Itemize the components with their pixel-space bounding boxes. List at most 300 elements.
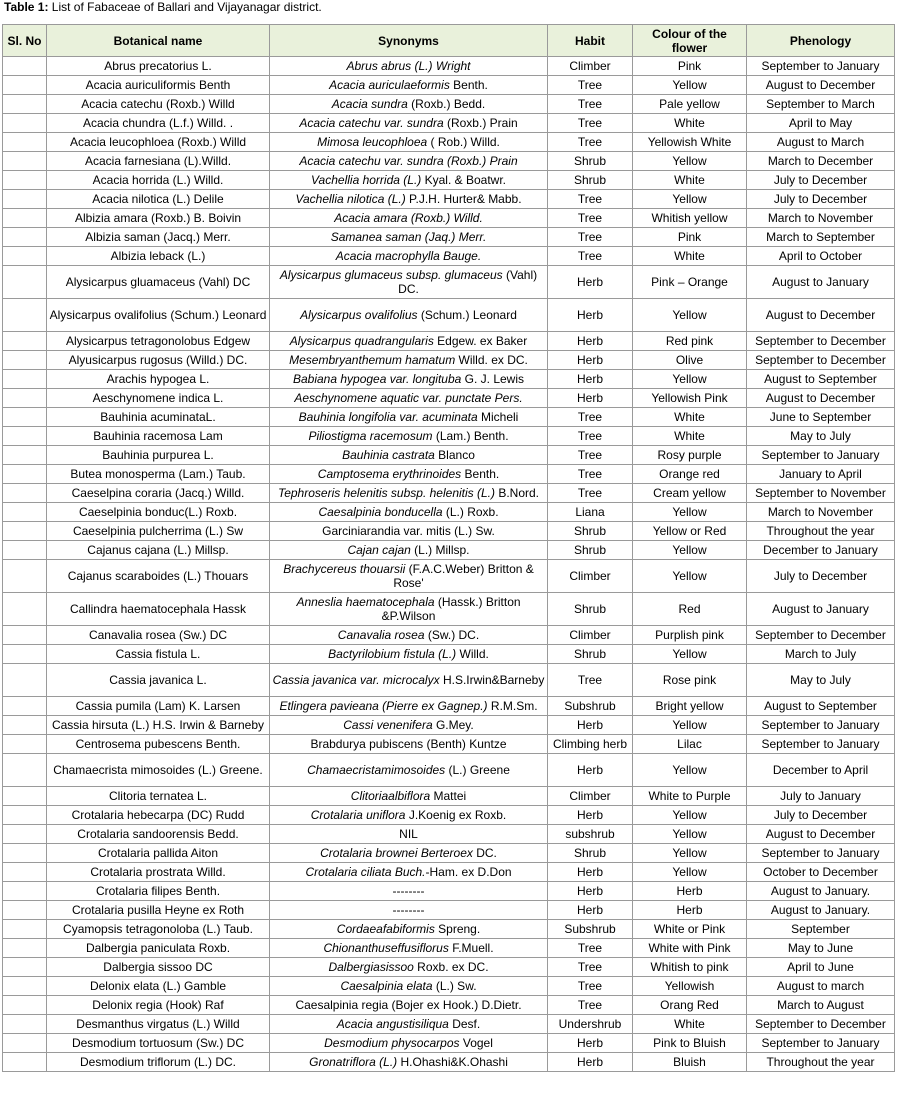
caption-label: Table 1:: [4, 0, 49, 14]
cell-sl-no: [3, 787, 47, 806]
synonym-author-part: (Sw.) DC.: [424, 628, 480, 642]
cell-phenology: March to November: [747, 209, 895, 228]
cell-flower-colour: Bright yellow: [633, 697, 747, 716]
cell-sl-no: [3, 977, 47, 996]
cell-synonym: [270, 697, 548, 716]
cell-synonym: [270, 446, 548, 465]
cell-habit: Herb: [548, 882, 633, 901]
cell-synonym: [270, 57, 548, 76]
table-row: [3, 920, 895, 939]
cell-habit: Shrub: [548, 152, 633, 171]
cell-flower-colour: Pink: [633, 228, 747, 247]
cell-botanical-name: Cajanus scaraboides (L.) Thouars: [47, 560, 270, 593]
table-row: [3, 735, 895, 754]
table-row: [3, 541, 895, 560]
cell-botanical-name: Cassia fistula L.: [47, 645, 270, 664]
cell-flower-colour: Pink – Orange: [633, 266, 747, 299]
cell-synonym: [270, 626, 548, 645]
cell-phenology: September to January: [747, 716, 895, 735]
synonym-author-part: (Lam.) Benth.: [432, 429, 509, 443]
cell-flower-colour: Cream yellow: [633, 484, 747, 503]
cell-sl-no: [3, 806, 47, 825]
cell-sl-no: [3, 247, 47, 266]
cell-phenology: September to December: [747, 332, 895, 351]
cell-botanical-name: Desmanthus virgatus (L.) Willd: [47, 1015, 270, 1034]
cell-habit: Herb: [548, 806, 633, 825]
cell-sl-no: [3, 645, 47, 664]
table-row: [3, 370, 895, 389]
caption-text: List of Fabaceae of Ballari and Vijayanagar district.: [48, 0, 322, 14]
cell-habit: Herb: [548, 389, 633, 408]
table-row: [3, 626, 895, 645]
cell-synonym: [270, 190, 548, 209]
cell-flower-colour: Yellow: [633, 560, 747, 593]
cell-flower-colour: White: [633, 114, 747, 133]
cell-sl-no: [3, 626, 47, 645]
synonym-italic-part: Cordaeafabiformis: [336, 922, 435, 936]
cell-flower-colour: Yellow: [633, 844, 747, 863]
synonym-italic-part: Acacia catechu var. sundra: [299, 116, 444, 130]
cell-habit: Climber: [548, 626, 633, 645]
cell-synonym: [270, 133, 548, 152]
cell-botanical-name: Abrus precatorius L.: [47, 57, 270, 76]
cell-sl-no: [3, 446, 47, 465]
cell-flower-colour: Rosy purple: [633, 446, 747, 465]
cell-botanical-name: Albizia amara (Roxb.) B. Boivin: [47, 209, 270, 228]
table-row: [3, 1034, 895, 1053]
cell-botanical-name: Canavalia rosea (Sw.) DC: [47, 626, 270, 645]
cell-flower-colour: Herb: [633, 882, 747, 901]
synonym-italic-part: Alysicarpus ovalifolius: [300, 308, 418, 322]
cell-sl-no: [3, 57, 47, 76]
table-row: [3, 133, 895, 152]
cell-habit: Tree: [548, 209, 633, 228]
cell-sl-no: [3, 228, 47, 247]
cell-phenology: August to January: [747, 266, 895, 299]
cell-botanical-name: Cyamopsis tetragonoloba (L.) Taub.: [47, 920, 270, 939]
synonym-italic-part: Acacia angustisiliqua: [336, 1017, 449, 1031]
cell-synonym: [270, 1034, 548, 1053]
cell-synonym: [270, 645, 548, 664]
header-flower-colour: Colour of the flower: [633, 25, 747, 57]
cell-botanical-name: Acacia auriculiformis Benth: [47, 76, 270, 95]
table-row: [3, 645, 895, 664]
cell-synonym: [270, 541, 548, 560]
synonym-author-part: Mattei: [430, 789, 467, 803]
table-row: [3, 465, 895, 484]
cell-habit: Liana: [548, 503, 633, 522]
cell-sl-no: [3, 697, 47, 716]
synonym-italic-part: Vachellia horrida (L.): [311, 173, 422, 187]
synonym-italic-part: Camptosema erythrinoides: [317, 467, 462, 481]
cell-botanical-name: Acacia nilotica (L.) Delile: [47, 190, 270, 209]
cell-botanical-name: Cassia pumila (Lam) K. Larsen: [47, 697, 270, 716]
cell-habit: Tree: [548, 114, 633, 133]
table-row: [3, 863, 895, 882]
synonym-author-part: (Vahl) DC.: [398, 268, 538, 296]
cell-botanical-name: Butea monosperma (Lam.) Taub.: [47, 465, 270, 484]
table-row: [3, 503, 895, 522]
synonym-italic-part: Samanea saman (Jaq.) Merr.: [330, 230, 487, 244]
synonym-italic-part: Babiana hypogea var. longituba: [292, 372, 462, 386]
table-row: [3, 901, 895, 920]
cell-phenology: September to December: [747, 351, 895, 370]
synonym-author-part: -Ham. ex D.Don: [425, 865, 512, 879]
table-row: [3, 389, 895, 408]
cell-habit: Climber: [548, 560, 633, 593]
cell-sl-no: [3, 370, 47, 389]
cell-phenology: August to January.: [747, 901, 895, 920]
cell-synonym: [270, 844, 548, 863]
cell-habit: Climbing herb: [548, 735, 633, 754]
cell-sl-no: [3, 427, 47, 446]
synonym-italic-part: Desmodium physocarpos: [324, 1036, 460, 1050]
synonym-italic-part: Caesalpinia elata: [340, 979, 433, 993]
cell-botanical-name: Arachis hypogea L.: [47, 370, 270, 389]
synonym-author-part: Kyal. & Boatwr.: [421, 173, 506, 187]
cell-habit: Tree: [548, 664, 633, 697]
cell-synonym: [270, 503, 548, 522]
cell-synonym: [270, 209, 548, 228]
cell-phenology: July to December: [747, 560, 895, 593]
cell-sl-no: [3, 901, 47, 920]
cell-flower-colour: Yellow or Red: [633, 522, 747, 541]
cell-synonym: [270, 593, 548, 626]
cell-habit: Tree: [548, 228, 633, 247]
cell-habit: Shrub: [548, 593, 633, 626]
cell-flower-colour: Yellow: [633, 541, 747, 560]
cell-phenology: August to September: [747, 370, 895, 389]
cell-sl-no: [3, 560, 47, 593]
cell-synonym: [270, 408, 548, 427]
cell-phenology: August to December: [747, 76, 895, 95]
synonym-author-part: P.J.H. Hurter& Mabb.: [405, 192, 522, 206]
synonym-author-part: (L.) Millsp.: [410, 543, 470, 557]
cell-synonym: [270, 1015, 548, 1034]
synonym-italic-part: Chamaecristamimosoides: [307, 763, 446, 777]
cell-sl-no: [3, 95, 47, 114]
cell-flower-colour: Yellow: [633, 190, 747, 209]
cell-botanical-name: Caeselpinia bonduc(L.) Roxb.: [47, 503, 270, 522]
cell-sl-no: [3, 996, 47, 1015]
cell-phenology: July to December: [747, 171, 895, 190]
cell-sl-no: [3, 863, 47, 882]
cell-habit: Shrub: [548, 541, 633, 560]
cell-habit: Herb: [548, 1053, 633, 1072]
synonym-author-part: Blanco: [434, 448, 475, 462]
cell-habit: Tree: [548, 95, 633, 114]
cell-phenology: June to September: [747, 408, 895, 427]
cell-botanical-name: Bauhinia acuminataL.: [47, 408, 270, 427]
synonym-italic-part: Acacia amara (Roxb.) Willd.: [334, 211, 483, 225]
cell-botanical-name: Dalbergia sissoo DC: [47, 958, 270, 977]
cell-phenology: April to October: [747, 247, 895, 266]
cell-habit: Tree: [548, 427, 633, 446]
cell-habit: Herb: [548, 299, 633, 332]
cell-synonym: [270, 754, 548, 787]
synonym-italic-part: Chionanthuseffusiflorus: [323, 941, 449, 955]
table-row: [3, 560, 895, 593]
table-body: [3, 57, 895, 1072]
cell-phenology: September to December: [747, 1015, 895, 1034]
cell-sl-no: [3, 664, 47, 697]
cell-sl-no: [3, 503, 47, 522]
synonym-italic-part: Aeschynomene aquatic var. punctate Pers.: [294, 391, 523, 405]
synonym-italic-part: Piliostigma racemosum: [308, 429, 433, 443]
synonym-author-part: NIL: [399, 827, 418, 841]
cell-synonym: [270, 882, 548, 901]
cell-phenology: December to January: [747, 541, 895, 560]
cell-synonym: [270, 95, 548, 114]
cell-synonym: [270, 351, 548, 370]
cell-habit: Herb: [548, 351, 633, 370]
cell-flower-colour: White or Pink: [633, 920, 747, 939]
cell-flower-colour: Purplish pink: [633, 626, 747, 645]
table-row: [3, 593, 895, 626]
fabaceae-table: [2, 24, 895, 1072]
cell-phenology: August to March: [747, 133, 895, 152]
cell-botanical-name: Acacia farnesiana (L).Willd.: [47, 152, 270, 171]
synonym-author-part: (L.) Greene: [445, 763, 510, 777]
cell-synonym: [270, 863, 548, 882]
cell-habit: Herb: [548, 332, 633, 351]
cell-flower-colour: Pink to Bluish: [633, 1034, 747, 1053]
cell-sl-no: [3, 299, 47, 332]
cell-flower-colour: Whitish to pink: [633, 958, 747, 977]
synonym-italic-part: Crotalaria uniflora: [310, 808, 406, 822]
synonym-italic-part: Acacia macrophylla Bauge.: [335, 249, 482, 263]
cell-flower-colour: Pale yellow: [633, 95, 747, 114]
table-row: [3, 522, 895, 541]
synonym-italic-part: Acacia catechu var. sundra (Roxb.) Prain: [299, 154, 518, 168]
synonym-italic-part: Bauhinia castrata: [342, 448, 435, 462]
cell-botanical-name: Crotalaria pallida Aiton: [47, 844, 270, 863]
cell-sl-no: [3, 825, 47, 844]
cell-synonym: [270, 266, 548, 299]
cell-habit: Herb: [548, 901, 633, 920]
cell-habit: Climber: [548, 57, 633, 76]
table-row: [3, 484, 895, 503]
cell-botanical-name: Albizia saman (Jacq.) Merr.: [47, 228, 270, 247]
cell-synonym: [270, 1053, 548, 1072]
cell-sl-no: [3, 1034, 47, 1053]
table-row: [3, 977, 895, 996]
cell-flower-colour: Orang Red: [633, 996, 747, 1015]
cell-flower-colour: Whitish yellow: [633, 209, 747, 228]
cell-phenology: September: [747, 920, 895, 939]
cell-sl-no: [3, 716, 47, 735]
cell-phenology: July to January: [747, 787, 895, 806]
cell-sl-no: [3, 1015, 47, 1034]
cell-sl-no: [3, 190, 47, 209]
cell-flower-colour: Yellow: [633, 645, 747, 664]
cell-botanical-name: Chamaecrista mimosoides (L.) Greene.: [47, 754, 270, 787]
cell-botanical-name: Delonix regia (Hook) Raf: [47, 996, 270, 1015]
synonym-author-part: (L.) Sw.: [432, 979, 477, 993]
table-row: [3, 958, 895, 977]
table-row: [3, 171, 895, 190]
cell-phenology: April to May: [747, 114, 895, 133]
cell-habit: Tree: [548, 446, 633, 465]
cell-flower-colour: Yellowish Pink: [633, 389, 747, 408]
cell-phenology: May to June: [747, 939, 895, 958]
cell-phenology: Throughout the year: [747, 1053, 895, 1072]
cell-botanical-name: Alyusicarpus rugosus (Willd.) DC.: [47, 351, 270, 370]
cell-botanical-name: Bauhinia racemosa Lam: [47, 427, 270, 446]
cell-botanical-name: Albizia leback (L.): [47, 247, 270, 266]
cell-habit: Tree: [548, 76, 633, 95]
table-row: [3, 190, 895, 209]
cell-sl-no: [3, 408, 47, 427]
synonym-italic-part: Clitoriaalbiflora: [350, 789, 431, 803]
cell-habit: Tree: [548, 939, 633, 958]
table-row: [3, 996, 895, 1015]
cell-sl-no: [3, 882, 47, 901]
cell-flower-colour: Red pink: [633, 332, 747, 351]
synonym-author-part: (Hassk.) Britton &P.Wilson: [381, 595, 521, 623]
synonym-author-part: G. J. Lewis: [461, 372, 525, 386]
synonym-italic-part: Alysicarpus glumaceus subsp. glumaceus: [279, 268, 503, 282]
cell-habit: Shrub: [548, 171, 633, 190]
cell-habit: Tree: [548, 977, 633, 996]
cell-synonym: [270, 977, 548, 996]
cell-habit: Herb: [548, 266, 633, 299]
cell-botanical-name: Centrosema pubescens Benth.: [47, 735, 270, 754]
cell-botanical-name: Acacia catechu (Roxb.) Willd: [47, 95, 270, 114]
cell-synonym: [270, 114, 548, 133]
table-row: [3, 844, 895, 863]
cell-flower-colour: White: [633, 408, 747, 427]
synonym-author-part: Caesalpinia regia (Bojer ex Hook.) D.Dietr.: [295, 998, 522, 1012]
cell-phenology: August to march: [747, 977, 895, 996]
table-row: [3, 114, 895, 133]
synonym-author-part: (F.A.C.Weber) Britton & Rose': [393, 562, 534, 590]
cell-phenology: March to September: [747, 228, 895, 247]
synonym-author-part: (Roxb.) Prain: [443, 116, 518, 130]
cell-habit: Shrub: [548, 645, 633, 664]
synonym-author-part: Desf.: [448, 1017, 481, 1031]
synonym-italic-part: Dalbergiasissoo: [328, 960, 414, 974]
synonym-author-part: Willd. ex DC.: [455, 353, 528, 367]
cell-phenology: January to April: [747, 465, 895, 484]
cell-habit: Herb: [548, 754, 633, 787]
cell-botanical-name: Cajanus cajana (L.) Millsp.: [47, 541, 270, 560]
table-row: [3, 57, 895, 76]
cell-synonym: [270, 332, 548, 351]
synonym-italic-part: Anneslia haematocephala: [296, 595, 435, 609]
cell-habit: Shrub: [548, 844, 633, 863]
synonym-author-part: Spreng.: [434, 922, 481, 936]
cell-flower-colour: Rose pink: [633, 664, 747, 697]
cell-flower-colour: Yellow: [633, 754, 747, 787]
table-row: [3, 152, 895, 171]
cell-botanical-name: Cassia javanica L.: [47, 664, 270, 697]
cell-phenology: December to April: [747, 754, 895, 787]
synonym-author-part: Micheli: [477, 410, 519, 424]
table-row: [3, 209, 895, 228]
synonym-author-part: --------: [392, 884, 425, 898]
synonym-author-part: DC.: [472, 846, 497, 860]
cell-flower-colour: Yellow: [633, 152, 747, 171]
table-row: [3, 332, 895, 351]
table-row: [3, 247, 895, 266]
cell-phenology: September to November: [747, 484, 895, 503]
synonym-author-part: Brabdurya pubiscens (Benth) Kuntze: [310, 737, 507, 751]
header-sl-no: Sl. No: [3, 25, 47, 57]
table-row: [3, 266, 895, 299]
cell-sl-no: [3, 152, 47, 171]
cell-sl-no: [3, 171, 47, 190]
cell-botanical-name: Clitoria ternatea L.: [47, 787, 270, 806]
cell-botanical-name: Desmodium triflorum (L.) DC.: [47, 1053, 270, 1072]
cell-flower-colour: Orange red: [633, 465, 747, 484]
cell-synonym: [270, 958, 548, 977]
cell-phenology: September to January: [747, 446, 895, 465]
synonym-italic-part: Brachycereus thouarsii: [283, 562, 406, 576]
cell-botanical-name: Crotalaria hebecarpa (DC) Rudd: [47, 806, 270, 825]
cell-synonym: [270, 901, 548, 920]
cell-synonym: [270, 171, 548, 190]
cell-synonym: [270, 484, 548, 503]
synonym-author-part: Benth.: [461, 467, 500, 481]
table-row: [3, 697, 895, 716]
cell-botanical-name: Alysicarpus tetragonolobus Edgew: [47, 332, 270, 351]
cell-habit: Tree: [548, 190, 633, 209]
synonym-italic-part: Abrus abrus (L.) Wright: [346, 59, 471, 73]
cell-botanical-name: Delonix elata (L.) Gamble: [47, 977, 270, 996]
cell-flower-colour: White: [633, 427, 747, 446]
table-row: [3, 228, 895, 247]
cell-habit: Subshrub: [548, 697, 633, 716]
synonym-italic-part: Acacia sundra: [331, 97, 408, 111]
cell-habit: subshrub: [548, 825, 633, 844]
cell-botanical-name: Crotalaria pusilla Heyne ex Roth: [47, 901, 270, 920]
cell-flower-colour: Lilac: [633, 735, 747, 754]
cell-sl-no: [3, 541, 47, 560]
cell-synonym: [270, 806, 548, 825]
cell-botanical-name: Acacia chundra (L.f.) Willd. .: [47, 114, 270, 133]
cell-sl-no: [3, 593, 47, 626]
table-row: [3, 754, 895, 787]
cell-habit: Tree: [548, 996, 633, 1015]
cell-flower-colour: Bluish: [633, 1053, 747, 1072]
cell-habit: Herb: [548, 863, 633, 882]
cell-botanical-name: Acacia leucophloea (Roxb.) Willd: [47, 133, 270, 152]
cell-habit: Shrub: [548, 522, 633, 541]
synonym-italic-part: Crotalaria brownei Berteroex: [320, 846, 473, 860]
cell-synonym: [270, 560, 548, 593]
cell-synonym: [270, 76, 548, 95]
synonym-author-part: H.S.Irwin&Barneby: [439, 673, 545, 687]
cell-synonym: [270, 370, 548, 389]
cell-sl-no: [3, 754, 47, 787]
cell-botanical-name: Alysicarpus ovalifolius (Schum.) Leonard: [47, 299, 270, 332]
table-row: [3, 76, 895, 95]
cell-sl-no: [3, 266, 47, 299]
synonym-author-part: H.Ohashi&K.Ohashi: [397, 1055, 508, 1069]
synonym-author-part: Benth.: [449, 78, 488, 92]
table-row: [3, 1053, 895, 1072]
cell-phenology: May to July: [747, 664, 895, 697]
cell-flower-colour: White: [633, 1015, 747, 1034]
synonym-author-part: R.M.Sm.: [487, 699, 538, 713]
header-synonyms: Synonyms: [270, 25, 548, 57]
synonym-italic-part: Caesalpinia bonducella: [318, 505, 443, 519]
synonym-italic-part: Gronatriflora (L.): [309, 1055, 398, 1069]
cell-phenology: March to December: [747, 152, 895, 171]
synonym-author-part: F.Muell.: [448, 941, 494, 955]
synonym-italic-part: Cassi venenifera: [343, 718, 433, 732]
